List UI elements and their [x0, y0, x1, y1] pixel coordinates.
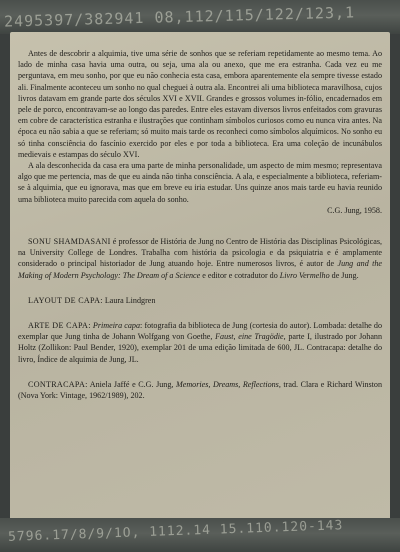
cover-art-text-2: , parte I, ilustrado por Johann Holtz (Zollikon: Paul Bender, 1920), exemplar 201 de uma edição limitada de 600, JL. Contracapa: detalhe do livro, Índice de alquimia de Jung, JL.	[18, 332, 383, 364]
cover-art-book: Faust, eine Tragödie	[215, 332, 284, 342]
author-name: SONU SHAMDASANI	[28, 237, 111, 247]
cover-text	[18, 48, 382, 401]
top-scan-edge	[0, 0, 400, 34]
handwritten-index-top: 2495397/382941 08,112/115/122/123,1	[3, 3, 356, 31]
bottom-scan-edge	[0, 518, 400, 552]
cover-art-credit	[18, 320, 382, 365]
cover-art-front-label: Primeira capa	[90, 321, 141, 331]
layout-credit	[18, 295, 382, 306]
bio-paragraph	[18, 236, 382, 281]
layout-credit-value: Laura Lindgren	[102, 295, 156, 305]
quote-paragraph-1: Antes de descobrir a alquimia, tive uma série de sonhos que se referiam repetidamente ao mesmo tema. Ao lado de minha casa havia uma outra, ou seja, uma ala ou anexo, que me era estranha. Cada vez eu me perguntava, em meu sonho, por que eu não conhecia esta casa, embora aparentemente ela sempre tivesse estado ali. Finalmente aconteceu um sonho no qual cheguei à outra ala. Encontrei ali uma biblioteca maravilhosa, cujos livros datavam em grande parte dos séculos XVI e XVII. Grandes e grossos volumes in-fólio, encadernados em pele de porco, encontravam-se ao longo das paredes. Entre eles estavam diversos livros enfeitados com gravuras em cobre de característica estranha e ilustrações que continham símbolos curiosos como eu nunca vira antes. Na época eu não sabia a que se referiam; só muito mais tarde os reconheci como símbolos alquímicos. No sonho eu só tinha consciência do fascínio exercido por eles e por toda a biblioteca. Era uma coleção de incunábulos medievais e estampas do século XVI.	[18, 49, 382, 159]
back-cover-credit	[18, 379, 382, 401]
back-cover-book: Memories, Dreams, Reflections	[175, 379, 279, 389]
cover-art-text-1: : fotografia da biblioteca de Jung (cortesia do autor). Lombada: detalhe do exemplar que Jung tinha de Johann Wolfgang von Goethe,	[18, 321, 382, 342]
bio-book-2: Livro Vermelho	[279, 270, 330, 280]
layout-credit-label: LAYOUT DE CAPA:	[28, 295, 103, 305]
back-cover-text-1: Aniela Jaffé e C.G. Jung,	[87, 379, 176, 389]
bio-text-1: é professor de História de Jung no Centro de História das Disciplinas Psicológicas, na University College de Londres. Trabalha com história da psicologia e da psiquiatria e é amplamente considerado o principal historiador de Jung atuando hoje. Entre numerosos livros, é autor de	[18, 237, 382, 269]
handwritten-index-bottom: 5796.17/8/9/1O, 1112.14 15.110.120-143	[7, 518, 344, 545]
bio-book-1: Jung and the Making of Modern Psychology: The Dream of a Science	[18, 259, 382, 280]
bio-text-2: e editor e cotradutor do	[200, 270, 280, 280]
bio-text-3: de Jung.	[329, 270, 359, 280]
author-bio	[18, 236, 382, 281]
back-cover-label: CONTRACAPA:	[28, 379, 88, 389]
quote-paragraph-2: A ala desconhecida da casa era uma parte de minha personalidade, um aspecto de mim mesmo; representava algo que me pertencia, mas de que eu ainda não tinha consciência. A ala, e especialmente a biblioteca, referiam-se à alquimia, que eu ignorava, mas que em breve eu iria estudar. Uns quinze anos mais tarde eu havia reunido uma biblioteca muito parecida com aquela do sonho.	[18, 161, 382, 204]
quote-signature: C.G. Jung, 1958.	[327, 205, 382, 215]
cover-art-label: ARTE DE CAPA:	[28, 321, 91, 331]
jung-quote	[18, 48, 382, 216]
back-cover-text-2: , trad. Clara e Richard Winston (Nova York: Vintage, 1962/1989), 202.	[18, 379, 382, 401]
